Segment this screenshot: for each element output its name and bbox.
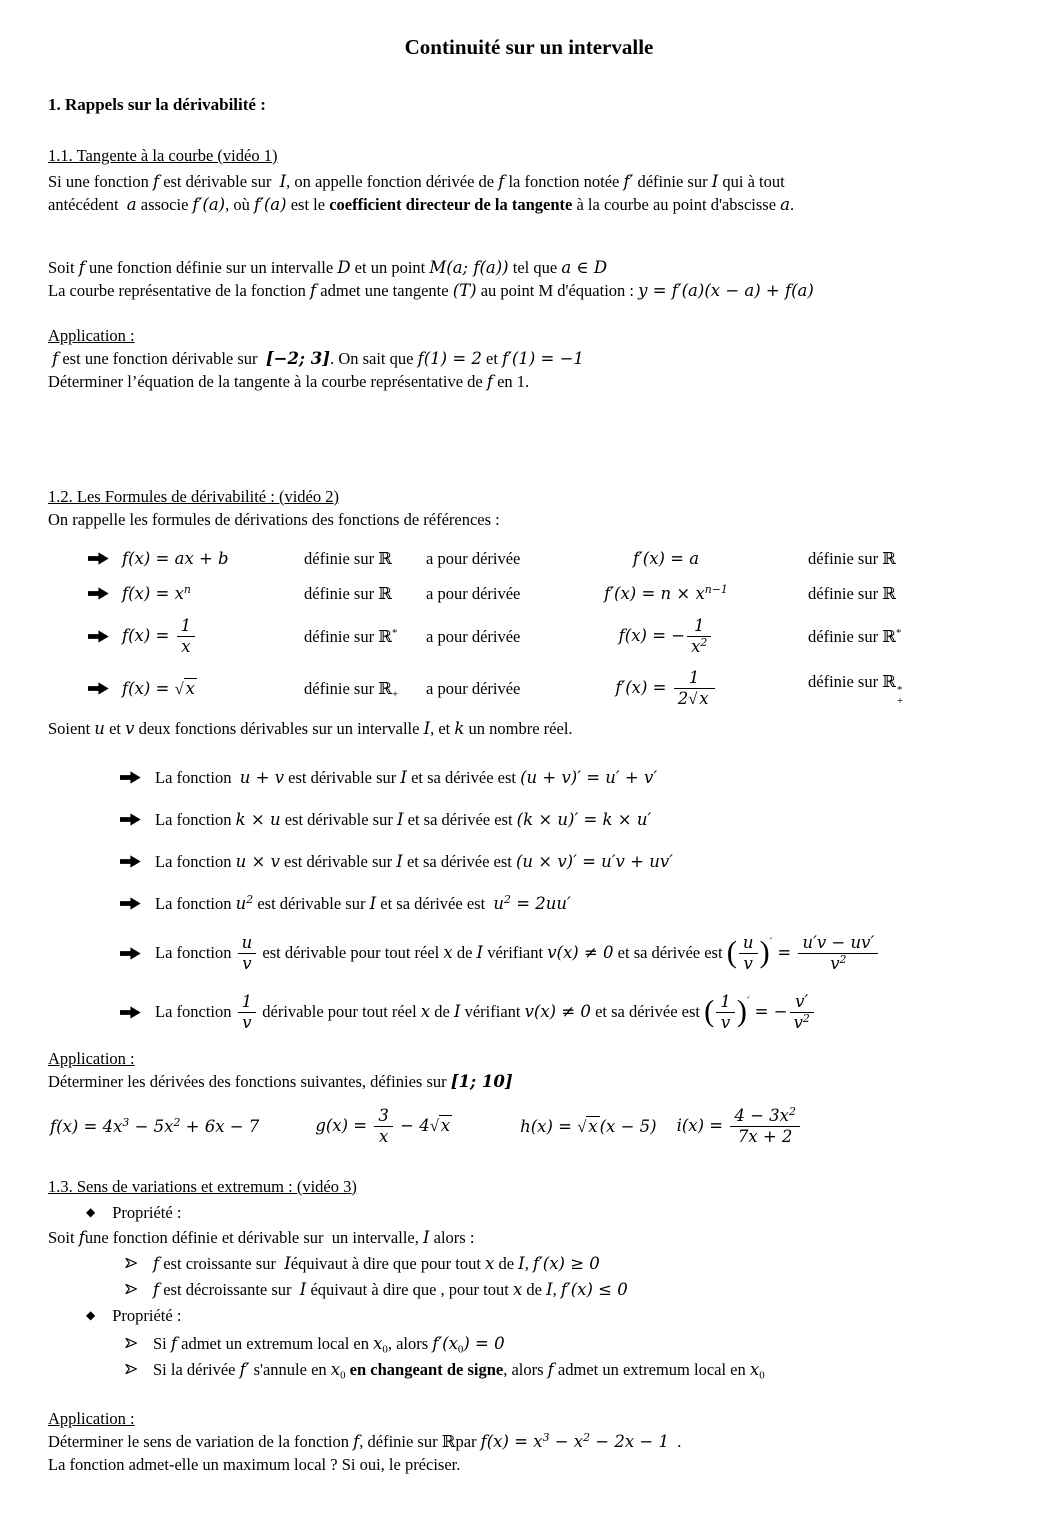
formula-i: i(x) = $\frac{4 - 3x^2}{7x + 2}$ <box>677 1107 802 1147</box>
derivative-domain-label: définie sur ℝ <box>808 549 896 568</box>
formula-g: g(x) = $\frac{3}{x}$ − 4√ x <box>315 1105 451 1147</box>
sub-item-text: f est décroissante sur I équivaut à dire que , pour tout x de I, f′(x) ≤ 0 <box>153 1279 628 1299</box>
section-1-heading: 1. Rappels sur la dérivabilité : <box>48 95 266 114</box>
application-3-line-1: Déterminer le sens de variation de la fonction f, définie sur ℝpar $f(x) = x^3 - x^2 - 2x - 1$ . <box>48 1430 682 1451</box>
has-derivative-label: a pour dérivée <box>426 679 521 699</box>
derivative-domain-label: définie sur ℝ <box>808 584 896 603</box>
arrowhead-bullet-icon <box>124 1363 138 1375</box>
paragraph-tangente-line-2: antécédent a associe f′(a), où f′(a) est le coefficient directeur de la tangente à la courbe au point d'abscisse a. <box>48 195 795 214</box>
table-row-function <box>88 582 304 605</box>
arrowhead-bullet-icon <box>124 1283 138 1295</box>
arrow-bullet-icon <box>88 587 109 600</box>
paragraph-courbe-tangente: La courbe représentative de la fonction f admet une tangente (T) au point M d'équation : y = f′(a)(x − a) + f(a) <box>48 281 814 300</box>
has-derivative-label: a pour dérivée <box>426 584 521 603</box>
paragraph-soit-f: Soit f une fonction définie sur un intervalle D et un point M(a; f(a)) tel que a ∈ D <box>48 258 608 277</box>
application-3-label: Application : <box>48 1408 135 1428</box>
arrow-bullet-icon <box>120 947 141 960</box>
property-label: Propriété : <box>112 1202 182 1222</box>
arrow-bullet-icon <box>120 813 141 826</box>
derivative-formula: f′(x) = a <box>632 549 700 568</box>
sub-item-croissante <box>124 1252 1010 1275</box>
function-formula: f(x) = $\frac{1}{x}$ <box>122 617 197 657</box>
arrow-bullet-icon <box>120 897 141 910</box>
property-1-item <box>86 1201 1010 1226</box>
derivative-domain-label: définie sur ℝ * + <box>808 671 904 708</box>
application-2-formulas <box>48 1099 1010 1155</box>
sub-item-text: f est croissante sur Iéquivaut à dire que pour tout x de I, f′(x) ≥ 0 <box>153 1253 600 1273</box>
application-1-label: Application : <box>48 326 135 345</box>
function-formula: f(x) = ax + b <box>122 549 229 568</box>
application-2-label: Application : <box>48 1048 135 1068</box>
list-item <box>120 993 1010 1033</box>
application-3-line-2: La fonction admet-elle un maximum local ? Si oui, le préciser. <box>48 1454 461 1474</box>
formula-f: $f(x) = 4x^3 - 5x^2 + 6x - 7$ <box>50 1116 260 1137</box>
derivation-rules-list <box>120 766 1010 1033</box>
list-item <box>120 808 1010 831</box>
sub-item-extremum <box>124 1332 1010 1355</box>
application-2-intro: Déterminer les dérivées des fonctions suivantes, définies sur [1; 10] <box>48 1071 513 1091</box>
arrow-bullet-icon <box>120 771 141 784</box>
subsection-1-1-heading: 1.1. Tangente à la courbe (vidéo 1) <box>48 146 278 165</box>
paragraph-tangente-line-1: Si une fonction f est dérivable sur I, on appelle fonction dérivée de f la fonction notée f′ définie sur I qui à tout <box>48 172 785 191</box>
table-row-function <box>88 547 304 570</box>
formula-h: h(x) = √ x (x − 5) <box>520 1117 657 1137</box>
document-title: Continuité sur un intervalle <box>404 35 654 59</box>
arrow-bullet-icon <box>88 682 109 695</box>
domain-label: définie sur ℝ <box>304 549 392 568</box>
derivative-formula: f′(x) = $\frac{1}{2√ x}$ <box>538 669 794 709</box>
arrow-bullet-icon <box>88 630 109 643</box>
rule-text: La fonction k × u est dérivable sur I et sa dérivée est (k × u)′ = k × u′ <box>155 809 652 829</box>
function-formula: $f(x) = x^n$ <box>122 583 191 603</box>
list-item <box>120 934 1010 974</box>
rule-text: La fonction u × v est dérivable sur I et sa dérivée est (u × v)′ = u′v + uv′ <box>155 851 673 871</box>
subsection-1-3-heading: 1.3. Sens de variations et extremum : (vidéo 3) <box>48 1176 357 1196</box>
table-row-function <box>88 617 304 657</box>
derivative-domain-label: définie sur ℝ* <box>808 627 902 647</box>
property-1-intro: Soit fune fonction définie et dérivable sur un intervalle, I alors : <box>48 1227 475 1247</box>
formulas-intro: On rappelle les formules de dérivations des fonctions de références : <box>48 510 500 529</box>
domain-label: définie sur ℝ* <box>304 627 398 647</box>
property-label: Propriété : <box>112 1305 182 1325</box>
has-derivative-label: a pour dérivée <box>426 627 521 647</box>
list-item <box>120 850 1010 873</box>
domain-label: définie sur ℝ$_+$ <box>304 679 399 701</box>
arrow-bullet-icon <box>120 855 141 868</box>
sub-item-text: Si f admet un extremum local en $x_0$, alors $f'(x_0) = 0$ <box>153 1333 505 1356</box>
table-row-function <box>88 677 304 700</box>
application-1-line-1: f est une fonction dérivable sur [−2; 3]. On sait que f(1) = 2 et f′(1) = −1 <box>52 349 584 368</box>
derivative-formula: $f'(x) = n \times x^{n-1}$ <box>604 583 728 603</box>
list-item <box>120 892 1010 915</box>
document-page <box>0 36 1058 1476</box>
diamond-bullet-icon: ◆ <box>86 1307 96 1322</box>
arrowhead-bullet-icon <box>124 1257 138 1269</box>
arrow-bullet-icon <box>88 552 109 565</box>
arrowhead-bullet-icon <box>124 1337 138 1349</box>
sub-item-text: Si la dérivée f′ s'annule en $x_0$ en changeant de signe, alors f admet un extremum local en $x_0$ <box>153 1359 765 1382</box>
has-derivative-label: a pour dérivée <box>426 549 521 568</box>
function-formula: f(x) = √ x <box>122 679 195 699</box>
diamond-bullet-icon: ◆ <box>86 1204 96 1219</box>
application-1-line-2: Déterminer l’équation de la tangente à la courbe représentative de f en 1. <box>48 372 530 391</box>
rule-text: La fonction $\frac{1}{v}$ dérivable pour tout réel x de I vérifiant v(x) ≠ 0 et sa dérivée est ( $\frac{1}{v}$ )′ = − $\frac{v'}{v^2}$ <box>155 993 816 1033</box>
arrow-bullet-icon <box>120 1006 141 1019</box>
list-item <box>120 766 1010 789</box>
sub-item-signe <box>124 1358 1010 1381</box>
derivative-formula: f(x) = − $\frac{1}{x^2}$ <box>538 617 794 657</box>
subsection-1-2-heading: 1.2. Les Formules de dérivabilité : (vidéo 2) <box>48 487 339 506</box>
derivative-formula-table <box>88 547 1010 709</box>
paragraph-soient-u-v: Soient u et v deux fonctions dérivables sur un intervalle I, et k un nombre réel. <box>48 718 573 738</box>
domain-label: définie sur ℝ <box>304 584 392 603</box>
rule-text: La fonction $\frac{u}{v}$ est dérivable pour tout réel x de I vérifiant v(x) ≠ 0 et sa dérivée est ( $\frac{u}{v}$ )′ = $\frac{u'v - uv'}{v^2}$ <box>155 934 880 974</box>
property-2-item <box>86 1304 1010 1329</box>
rule-text: La fonction u + v est dérivable sur I et sa dérivée est (u + v)′ = u′ + v′ <box>155 767 658 787</box>
rule-text: La fonction $u^2$ est dérivable sur I et sa dérivée est $u^2 = 2uu'$ <box>155 892 571 913</box>
sub-item-decroissante <box>124 1278 1010 1301</box>
